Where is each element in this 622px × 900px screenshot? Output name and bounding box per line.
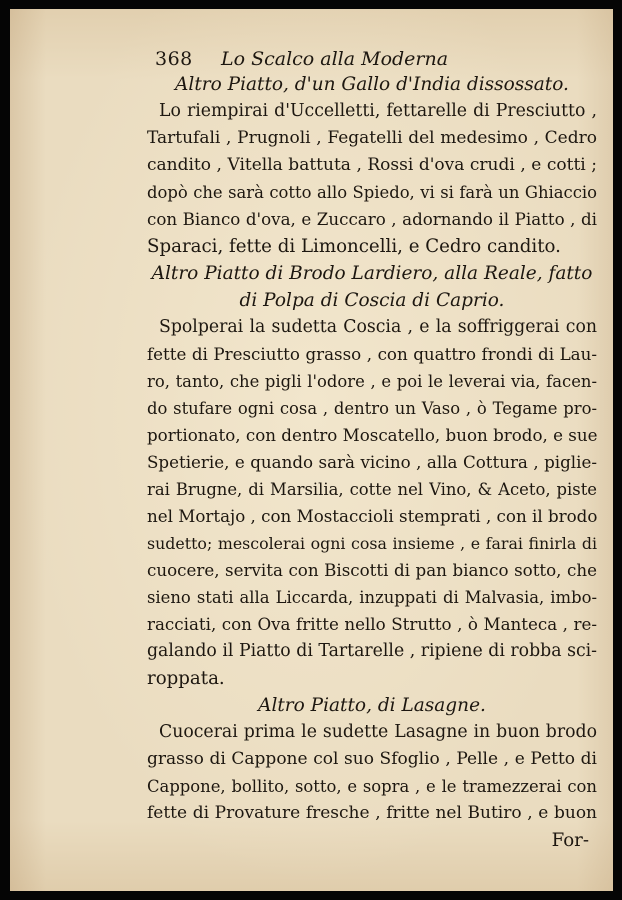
text-line: Tartufali , Prugnoli , Fegatelli del medesimo , Cedro xyxy=(147,128,597,148)
recipe-heading: Altro Piatto, di Lasagne. xyxy=(258,695,486,716)
book-page xyxy=(10,9,613,891)
page-header xyxy=(155,47,597,71)
text-line: Lo riempirai d'Uccelletti, fettarelle di Presciutto , xyxy=(159,101,597,121)
text-line: grasso di Cappone col suo Sfoglio , Pelle , e Petto di xyxy=(147,749,597,769)
text-line: Spolperai la sudetta Coscia , e la soffriggerai con xyxy=(159,317,597,337)
text-line: Spetierie, e quando sarà vicino , alla Cottura , piglie- xyxy=(147,452,597,472)
text-line: Cappone, bollito, sotto, e sopra , e le tramezzerai con xyxy=(147,777,597,796)
text-block xyxy=(147,47,597,854)
text-line: fette di Presciutto grasso , con quattro frondi di Lau- xyxy=(147,344,597,364)
recipe-heading: Altro Piatto, d'un Gallo d'India dissossato. xyxy=(175,74,569,95)
text-line: roppata. xyxy=(147,668,225,689)
text-line: candito , Vitella battuta , Rossi d'ova crudi , e cotti ; xyxy=(147,155,597,175)
text-line: sieno stati alla Liccarda, inzuppati di Malvasia, imbo- xyxy=(147,588,597,607)
text-line: do stufare ogni cosa , dentro un Vaso , ò Tegame pro- xyxy=(147,399,597,418)
text-line: sudetto; mescolerai ogni cosa insieme , e farai finirla di xyxy=(147,534,597,553)
catchword: For- xyxy=(551,830,589,851)
text-line: fette di Provature fresche , fritte nel Butiro , e buon xyxy=(147,803,597,823)
text-line: racciati, con Ova fritte nello Strutto , ò Manteca , re- xyxy=(147,614,597,634)
recipe-heading: di Polpa di Coscia di Caprio. xyxy=(239,290,505,311)
text-line: nel Mortajo , con Mostaccioli stemprati , con il brodo xyxy=(147,506,598,526)
text-line: con Bianco d'ova, e Zuccaro , adornando il Piatto , di xyxy=(147,209,597,229)
text-line: Cuocerai prima le sudette Lasagne in buon brodo xyxy=(159,722,597,742)
text-line: portionato, con dentro Moscatello, buon brodo, e sue xyxy=(147,425,598,445)
running-title: Lo Scalco alla Moderna xyxy=(221,48,449,70)
text-line: ro, tanto, che pigli l'odore , e poi le leverai via, facen- xyxy=(147,372,597,391)
page-number: 368 xyxy=(155,48,193,70)
text-line: galando il Piatto di Tartarelle , ripiene di robba sci- xyxy=(147,641,597,661)
text-line: Sparaci, fette di Limoncelli, e Cedro candito. xyxy=(147,236,561,257)
text-line: rai Brugne, di Marsilia, cotte nel Vino, & Aceto, piste xyxy=(147,480,597,499)
text-line: cuocere, servita con Biscotti di pan bianco sotto, che xyxy=(147,560,597,580)
recipe-heading: Altro Piatto di Brodo Lardiero, alla Reale, fatto xyxy=(151,263,593,284)
text-line: dopò che sarà cotto allo Spiedo, vi si farà un Ghiaccio xyxy=(147,183,597,202)
